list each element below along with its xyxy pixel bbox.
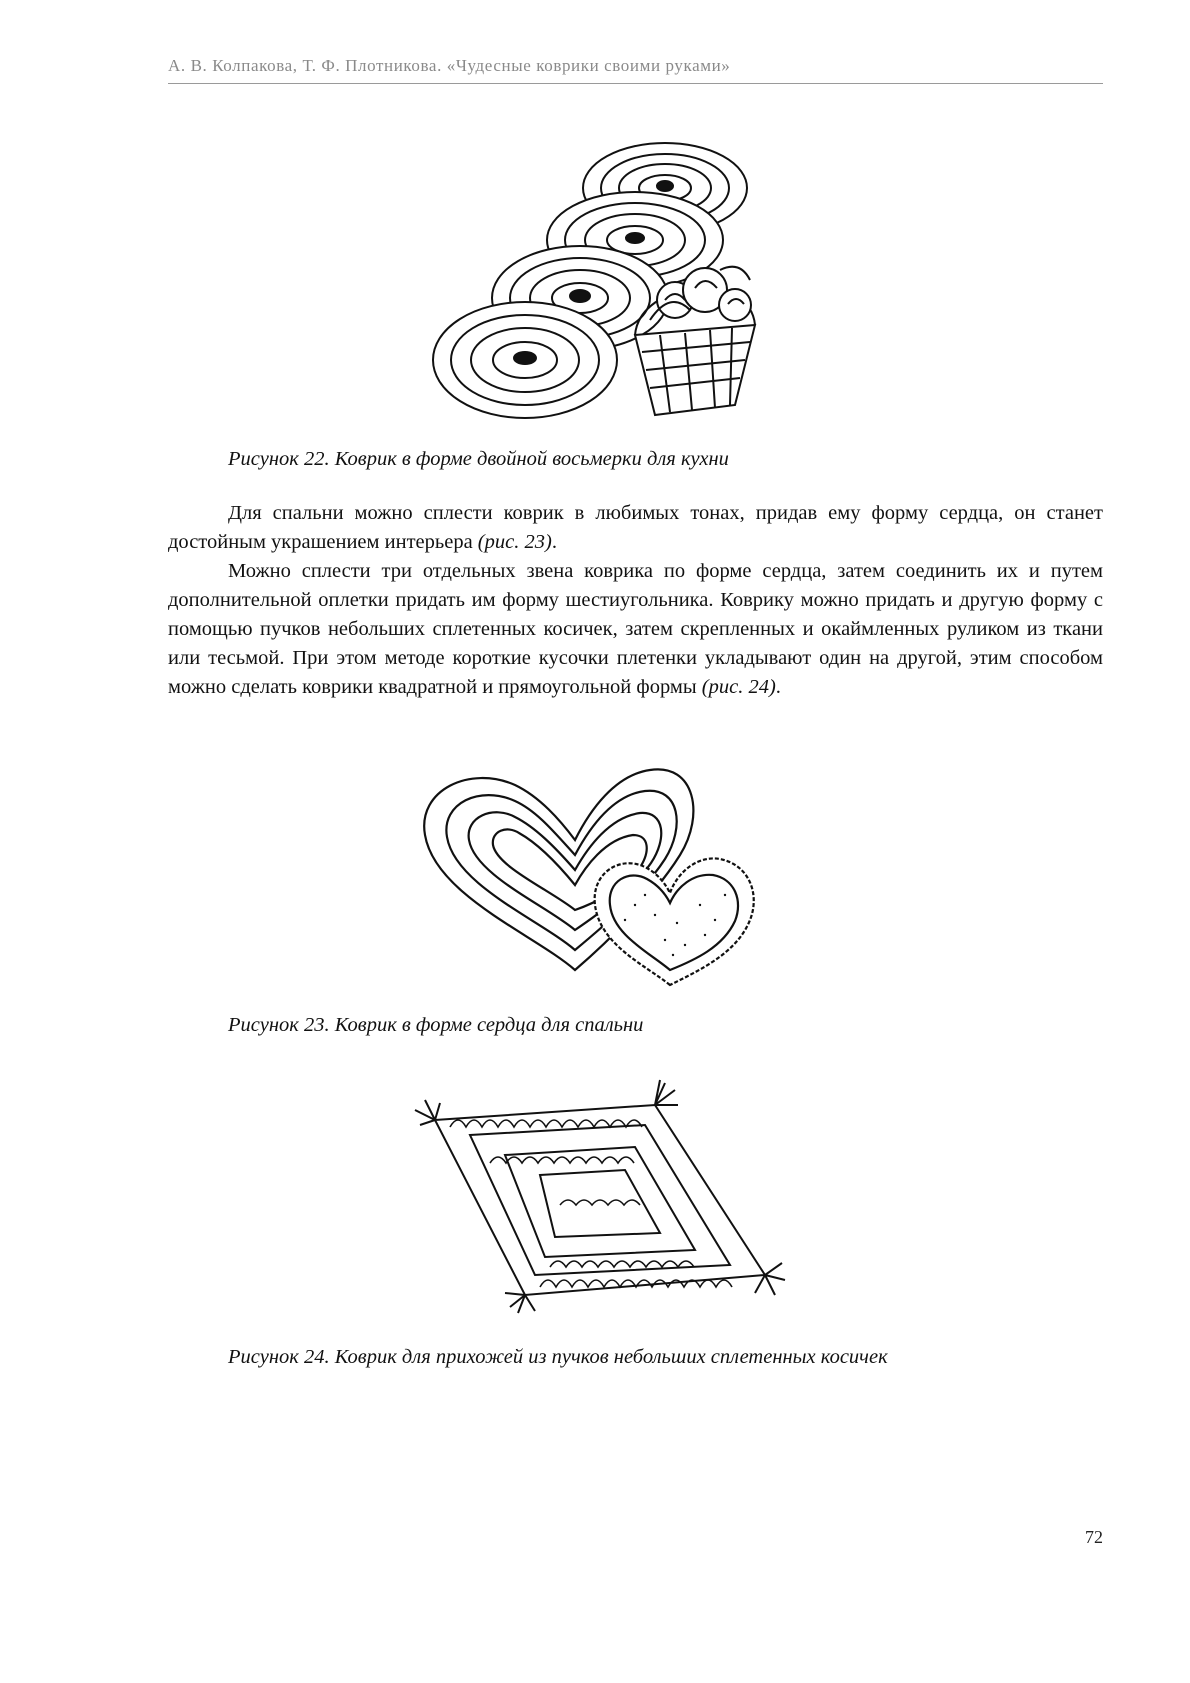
- paragraph-2-figure-ref: (рис. 24): [701, 676, 776, 698]
- paragraph-1-end: .: [551, 531, 557, 553]
- running-header: А. В. Колпакова, Т. Ф. Плотникова. «Чудесные коврики своими руками»: [168, 56, 731, 75]
- paragraph-2: [168, 557, 1103, 702]
- heart-pillow: [595, 858, 754, 985]
- paragraph-1-text: Для спальни можно сплести коврик в любимых тонах, придав ему форму сердца, он станет достойным украшением интерьера: [168, 502, 1103, 553]
- figure-24-illustration: [410, 1075, 790, 1315]
- figure-22-illustration: [430, 130, 770, 440]
- heart-rug-drawing: [415, 755, 775, 995]
- body-text: [168, 499, 1103, 702]
- paragraph-1: [168, 499, 1103, 557]
- figure-23-caption: Рисунок 23. Коврик в форме сердца для спальни: [228, 1014, 644, 1036]
- figure-23-illustration: [415, 755, 775, 995]
- tassel-top-right: [655, 1080, 678, 1105]
- figure-22-caption: Рисунок 22. Коврик в форме двойной восьмерки для кухни: [228, 448, 729, 470]
- paragraph-2-end: .: [775, 676, 781, 698]
- page-number: 72: [1085, 1527, 1103, 1547]
- round-rugs-drawing: [430, 130, 770, 440]
- tassel-bottom-left: [505, 1293, 535, 1313]
- header-rule: [168, 83, 1103, 84]
- paragraph-1-figure-ref: (рис. 23): [477, 531, 552, 553]
- figure-24-caption: Рисунок 24. Коврик для прихожей из пучков небольших сплетенных косичек: [228, 1346, 888, 1368]
- braided-rug-drawing: [410, 1075, 790, 1315]
- paragraph-2-text: Можно сплести три отдельных звена коврика по форме сердца, затем соединить их и путем дополнительной оплетки придать им форму шестиугольника. Коврику можно придать и другую форму с помощью пучков небольших сплетенных косичек, затем скрепленных и окаймленных руликом из ткани или тесьмой. При этом методе короткие кусочки плетенки укладывают один на другой, этим способом можно сделать коврики квадратной и прямоугольной формы: [168, 560, 1103, 698]
